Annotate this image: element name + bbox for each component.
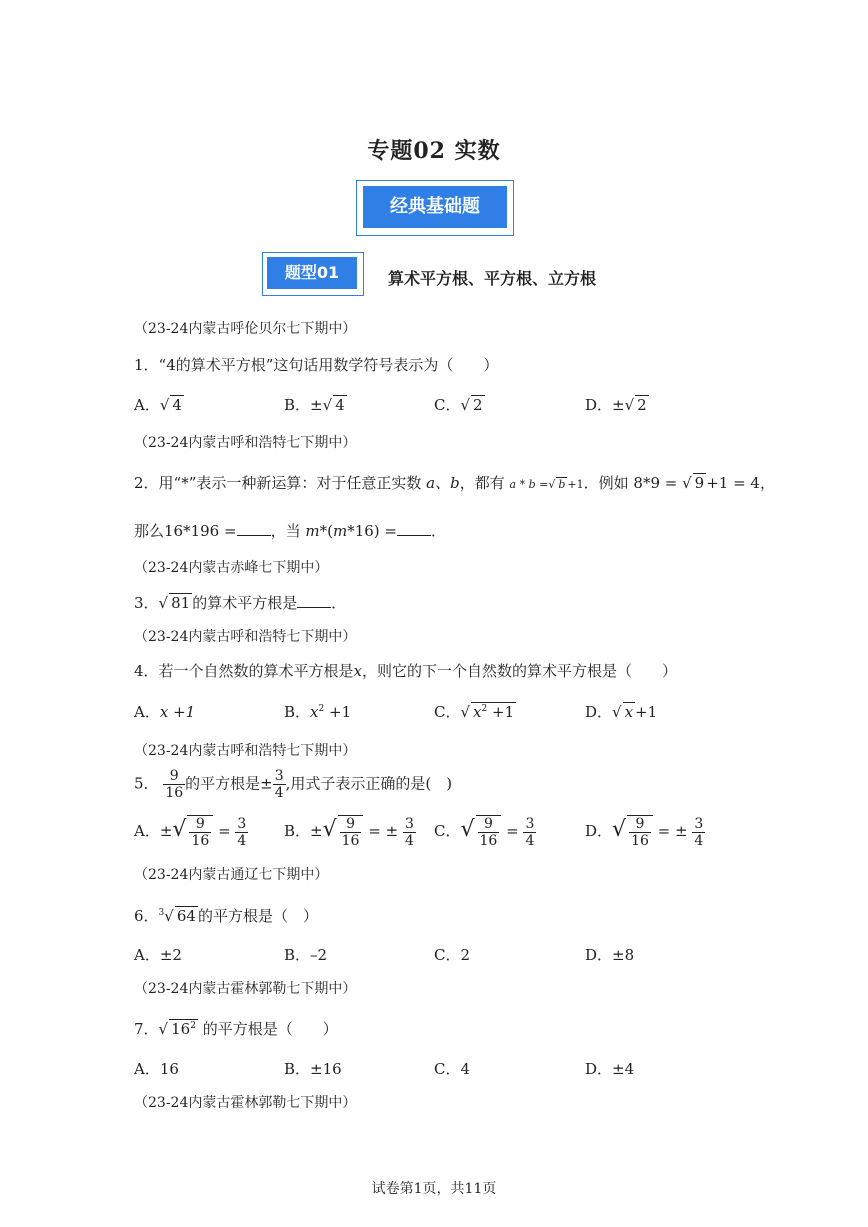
source-q5: （23-24内蒙古呼和浩特七下期中） (134, 743, 357, 759)
q2-var-m2: m (332, 522, 348, 540)
q5-text2: ,用式子表示正确的是( ) (285, 774, 453, 793)
q6-num: 6． (134, 907, 159, 925)
q4-a-value: x +1 (159, 703, 196, 721)
q5-b-rnum: 3 (404, 815, 414, 832)
q1-option-d: D．±√ 2 (585, 396, 647, 414)
q1-b-pm: ± (310, 396, 323, 414)
q6-root-index: 3 (158, 908, 165, 918)
question-4-stem (134, 660, 677, 681)
q6-text: 的平方根是（ ） (197, 907, 318, 925)
q6-option-a: A．±2 (134, 946, 182, 964)
q5-c-letter: C． (434, 822, 461, 840)
q2-blank-2[interactable] (397, 535, 431, 536)
q5-d-letter: D． (585, 822, 613, 840)
q2-example-rhs: +1 = 4 (706, 474, 760, 492)
q5-c-sqrt-sign: √ (460, 817, 475, 842)
source-q2: （23-24内蒙古呼和浩特七下期中） (134, 435, 357, 451)
q5-frac2-num: 3 (274, 768, 284, 784)
topic-title: 算术平方根、平方根、立方根 (388, 269, 597, 288)
q3-blank[interactable] (297, 607, 331, 608)
q5-c-eq: = (506, 822, 519, 840)
q4-c-letter: C． (434, 703, 461, 721)
q2-line2d: *( (319, 522, 333, 540)
question-5-stem (134, 768, 452, 801)
q4-var: x (353, 662, 363, 680)
topic-badge (262, 252, 364, 296)
q2-example-radicand: 9 (694, 474, 705, 492)
q5-d-eq: = ± (657, 822, 688, 840)
q5-b-den: 16 (341, 833, 360, 849)
q4-b-tail: +1 (324, 703, 352, 721)
q2-part3: ．例如 (583, 474, 629, 492)
q7-option-d: D．±4 (585, 1060, 635, 1078)
q5-a-den: 16 (191, 833, 210, 849)
q5-a-num: 9 (189, 816, 211, 833)
q4-stem2: ，则它的下一个自然数的算术平方根是（ ） (362, 662, 678, 680)
q5-c-num: 9 (478, 816, 500, 833)
q1-b-letter: B． (284, 396, 311, 414)
q5-frac-num: 9 (163, 768, 185, 785)
q1-a-letter: A． (134, 396, 160, 414)
q3-text: 的算术平方根是 (192, 594, 298, 612)
q6-option-d: D．±8 (585, 946, 635, 964)
source-q1: （23-24内蒙古呼伦贝尔七下期中） (134, 321, 357, 337)
q5-fraction-3-4 (273, 768, 286, 801)
question-6-stem: 6．$^3$√ 64 的平方根是（ ） (134, 907, 318, 925)
question-1-stem: 1．“4的算术平方根”这句话用数学符号表示为（ ） (134, 356, 499, 374)
q4-c-exp: 2 (481, 704, 488, 714)
q5-b-pm: ± (310, 822, 323, 840)
q2-part4: ， (759, 474, 775, 492)
page-footer: 试卷第1页，共11页 (371, 1181, 497, 1197)
q5-d-rnum: 3 (694, 815, 704, 832)
q5-b-letter: B． (284, 822, 311, 840)
q5-frac-den: 16 (165, 785, 184, 801)
q5-d-rden: 4 (694, 832, 704, 849)
q5-b-rden: 4 (404, 832, 414, 849)
q2-ab: a、b (426, 474, 460, 492)
q5-c-den: 16 (479, 833, 498, 849)
q2-line2f: *16) = (347, 522, 397, 540)
q1-option-a: A．√ 4 (134, 396, 182, 414)
q1-b-radicand: 4 (335, 396, 345, 414)
q6-option-c: C．2 (434, 946, 471, 964)
question-7-stem: 7．√ $16^2$ 的平方根是（ ） (134, 1020, 338, 1038)
q3-num: 3． (134, 594, 159, 612)
q5-a-pm: ± (159, 822, 173, 840)
topic-badge-label: 题型01 (267, 257, 357, 289)
q4-b-exp: 2 (318, 704, 325, 714)
q5-a-rden: 4 (237, 832, 247, 849)
q2-blank-1[interactable] (237, 535, 271, 536)
q4-stem1: 4．若一个自然数的算术平方根是 (134, 662, 354, 680)
source-q8: （23-24内蒙古霍林郭勒七下期中） (134, 1095, 357, 1111)
page-title: 专题02 实数 (367, 138, 501, 164)
q7-option-a: A．16 (134, 1060, 179, 1078)
q2-end: ． (430, 522, 446, 540)
q4-b-base: x (310, 703, 319, 721)
q1-d-radicand: 2 (637, 396, 647, 414)
q3-radicand: 81 (171, 594, 191, 612)
q2-def-rhs: +1 (567, 478, 584, 491)
q5-a-letter: A． (134, 822, 160, 840)
q4-option-d: D．√ x +1 (585, 703, 658, 721)
q4-c-base: x (473, 703, 482, 721)
q1-c-radicand: 2 (473, 396, 483, 414)
source-q7: （23-24内蒙古霍林郭勒七下期中） (134, 981, 357, 997)
q2-line2b: ，当 (270, 522, 301, 540)
q5-b-sqrt-sign: √ (322, 817, 337, 842)
q5-option-c (434, 815, 536, 849)
q4-d-tail: +1 (635, 703, 658, 721)
q5-a-eq: = (218, 822, 231, 840)
q4-d-radicand: x (624, 703, 634, 721)
q1-d-letter: D． (585, 396, 613, 414)
section-banner-label: 经典基础题 (363, 186, 507, 228)
q6-radicand: 64 (176, 907, 196, 925)
q1-d-pm: ± (612, 396, 625, 414)
source-q4: （23-24内蒙古呼和浩特七下期中） (134, 629, 357, 645)
q7-radicand-exp: 2 (190, 1021, 196, 1031)
q5-frac2-den: 4 (274, 785, 284, 801)
q5-fraction-9-16 (163, 768, 185, 801)
question-2-line1: 2．用“*”表示一种新运算：对于任意正实数 a、b，都有 a * b =√ b +1．例如 8*9 = √ 9 +1 = 4， (134, 474, 775, 492)
q7-option-b: B．±16 (284, 1060, 342, 1078)
q4-option-a (134, 701, 195, 722)
q2-part1: 2．用“*”表示一种新运算：对于任意正实数 (134, 474, 422, 492)
q5-d-den: 16 (631, 833, 649, 849)
q3-end: ． (331, 594, 347, 612)
q7-num: 7． (134, 1020, 159, 1038)
q5-num: 5． (134, 774, 159, 793)
q2-def-radicand: b (558, 478, 566, 491)
q5-c-rnum: 3 (525, 815, 535, 832)
q5-option-a (134, 815, 248, 849)
q5-b-eq: = ± (368, 822, 399, 840)
question-3: 3．√ 81 的算术平方根是 ． (134, 594, 347, 612)
q4-b-letter: B． (284, 703, 311, 721)
q7-radicand-base: 16 (171, 1020, 191, 1038)
q5-d-sqrt-sign: √ (612, 817, 627, 842)
q2-part2: ，都有 (459, 474, 505, 492)
q4-d-letter: D． (585, 703, 613, 721)
q5-d-num: 9 (629, 816, 651, 833)
source-q6: （23-24内蒙古通辽七下期中） (134, 867, 329, 883)
q4-a-letter: A． (134, 703, 160, 721)
q5-option-b (284, 815, 416, 849)
q6-option-b: B．–2 (284, 946, 328, 964)
q5-option-d (585, 815, 705, 849)
q5-text1: 的平方根是± (185, 774, 273, 793)
q2-def-lhs: a * b = (509, 478, 549, 491)
q2-var-m1: m (305, 522, 320, 540)
q5-a-sqrt-sign: √ (172, 817, 187, 842)
section-banner (356, 180, 514, 236)
question-2-line2 (134, 520, 446, 541)
q7-option-c: C．4 (434, 1060, 471, 1078)
q4-option-c: C．√ $x^2 +1$ (434, 703, 515, 721)
q7-text: 的平方根是（ ） (197, 1020, 338, 1038)
q2-line2a: 那么16*196 = (134, 522, 237, 540)
q1-c-letter: C． (434, 396, 461, 414)
q2-example-lhs: 8*9 = (633, 474, 678, 492)
q4-c-tail: +1 (487, 703, 515, 721)
source-q3: （23-24内蒙古赤峰七下期中） (134, 560, 329, 576)
q4-option-b (284, 701, 351, 722)
q1-a-radicand: 4 (172, 396, 182, 414)
q5-b-num: 9 (340, 816, 362, 833)
q1-option-b: B．±√ 4 (284, 396, 345, 414)
q5-a-rnum: 3 (237, 815, 247, 832)
q1-option-c: C．√ 2 (434, 396, 483, 414)
q5-c-rden: 4 (525, 832, 535, 849)
